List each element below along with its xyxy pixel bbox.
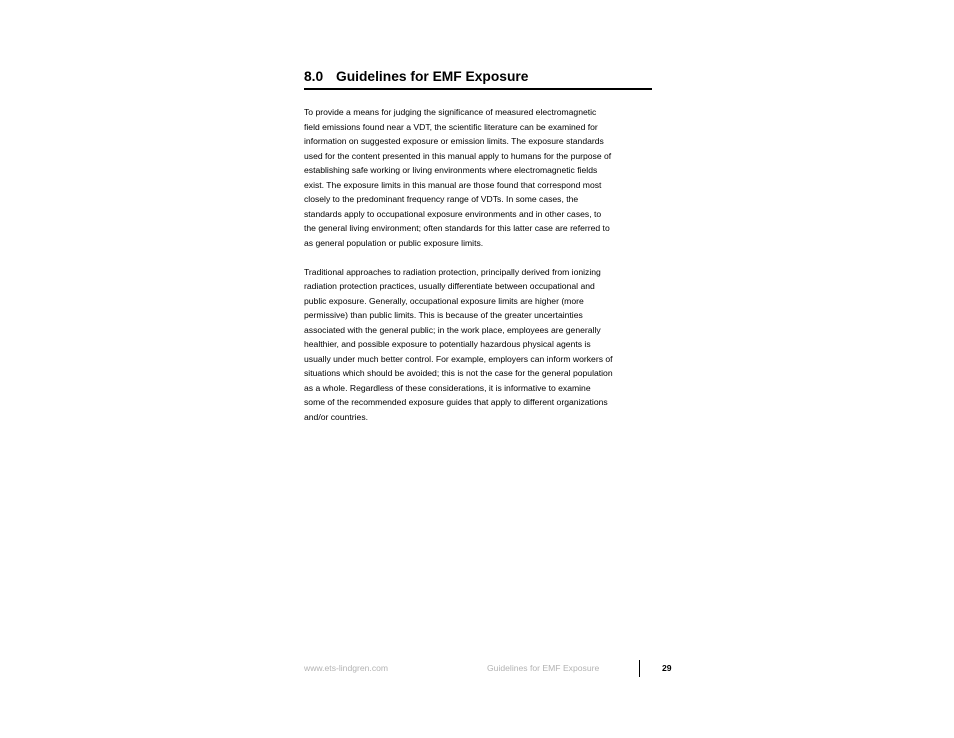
text-line: information on suggested exposure or emission limits. The exposure standards xyxy=(304,136,604,146)
text-line: used for the content presented in this manual apply to humans for the purpose of xyxy=(304,150,612,161)
section-heading xyxy=(304,68,652,90)
text-line: standards apply to occupational exposure environments and in other cases, to xyxy=(304,208,602,219)
page-number: 29 xyxy=(662,663,672,673)
text-line: as general population or public exposure limits. xyxy=(304,237,484,248)
text-line: exist. The exposure limits in this manual are those found that correspond most xyxy=(304,179,602,190)
section-title: Guidelines for EMF Exposure xyxy=(336,69,529,84)
text-line: radiation protection practices, usually differentiate between occupational and xyxy=(304,281,595,291)
footer-divider xyxy=(639,660,640,677)
text-line: public exposure. Generally, occupational exposure limits are higher (more xyxy=(304,295,584,306)
paragraph-approaches xyxy=(304,265,654,425)
text-line: healthier, and possible exposure to potentially hazardous physical agents is xyxy=(304,339,591,349)
text-line: usually under much better control. For example, employers can inform workers of xyxy=(304,353,613,364)
text-line: the general living environment; often standards for this latter case are referred to xyxy=(304,223,610,233)
text-line: as a whole. Regardless of these considerations, it is informative to examine xyxy=(304,382,591,393)
text-line: closely to the predominant frequency range of VDTs. In some cases, the xyxy=(304,194,579,204)
text-line: some of the recommended exposure guides that apply to different organizations xyxy=(304,397,608,407)
text-line: permissive) than public limits. This is because of the greater uncertainties xyxy=(304,310,583,320)
text-line: field emissions found near a VDT, the scientific literature can be examined for xyxy=(304,121,598,132)
text-line: Traditional approaches to radiation protection, principally derived from ionizing xyxy=(304,266,601,277)
text-line: associated with the general public; in the work place, employees are generally xyxy=(304,324,601,335)
text-line: establishing safe working or living environments where electromagnetic fields xyxy=(304,165,598,175)
paragraph-intro xyxy=(304,105,654,250)
section-number: 8.0 xyxy=(304,69,324,84)
footer-url: www.ets-lindgren.com xyxy=(304,663,389,673)
text-line: situations which should be avoided; this is not the case for the general population xyxy=(304,368,613,378)
footer-title: Guidelines for EMF Exposure xyxy=(487,663,600,673)
text-line: To provide a means for judging the significance of measured electromagnetic xyxy=(304,107,597,117)
body-text xyxy=(304,105,654,439)
text-line: and/or countries. xyxy=(304,411,369,422)
